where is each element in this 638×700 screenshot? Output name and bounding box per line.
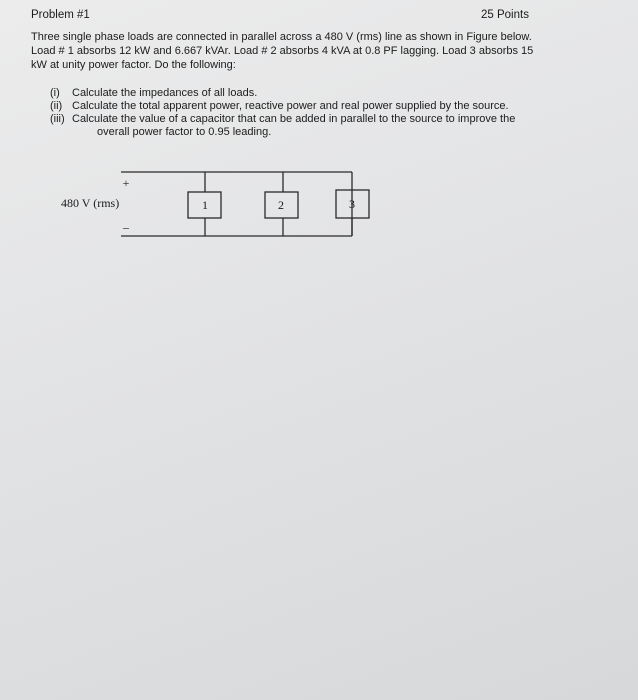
load-3-label: 3 (349, 197, 355, 211)
source-plus-sign: + (122, 176, 130, 190)
source-minus-sign: – (123, 220, 129, 234)
problem-title: Problem #1 (31, 9, 90, 21)
task-number: (iii) (50, 113, 65, 125)
load-1-label: 1 (202, 198, 208, 212)
task-text: Calculate the impedances of all loads. (72, 87, 258, 99)
load-2-label: 2 (278, 198, 284, 212)
task-text: Calculate the total apparent power, reactive power and real power supplied by the source. (72, 100, 509, 112)
statement-line: Load # 1 absorbs 12 kW and 6.667 kVAr. Load # 2 absorbs 4 kVA at 0.8 PF lagging. Load 3 absorbs 15 (31, 45, 534, 57)
task-text: Calculate the value of a capacitor that can be added in parallel to the source to improve the (72, 113, 516, 125)
task-number: (ii) (50, 100, 63, 112)
points-label: 25 Points (481, 9, 529, 21)
task-text-continued: overall power factor to 0.95 leading. (97, 126, 272, 138)
statement-line: Three single phase loads are connected in parallel across a 480 V (rms) line as shown in Figure below. (31, 31, 532, 43)
statement-line: kW at unity power factor. Do the following: (31, 59, 236, 71)
source-voltage-label: 480 V (rms) (61, 196, 120, 210)
task-number: (i) (50, 87, 60, 99)
